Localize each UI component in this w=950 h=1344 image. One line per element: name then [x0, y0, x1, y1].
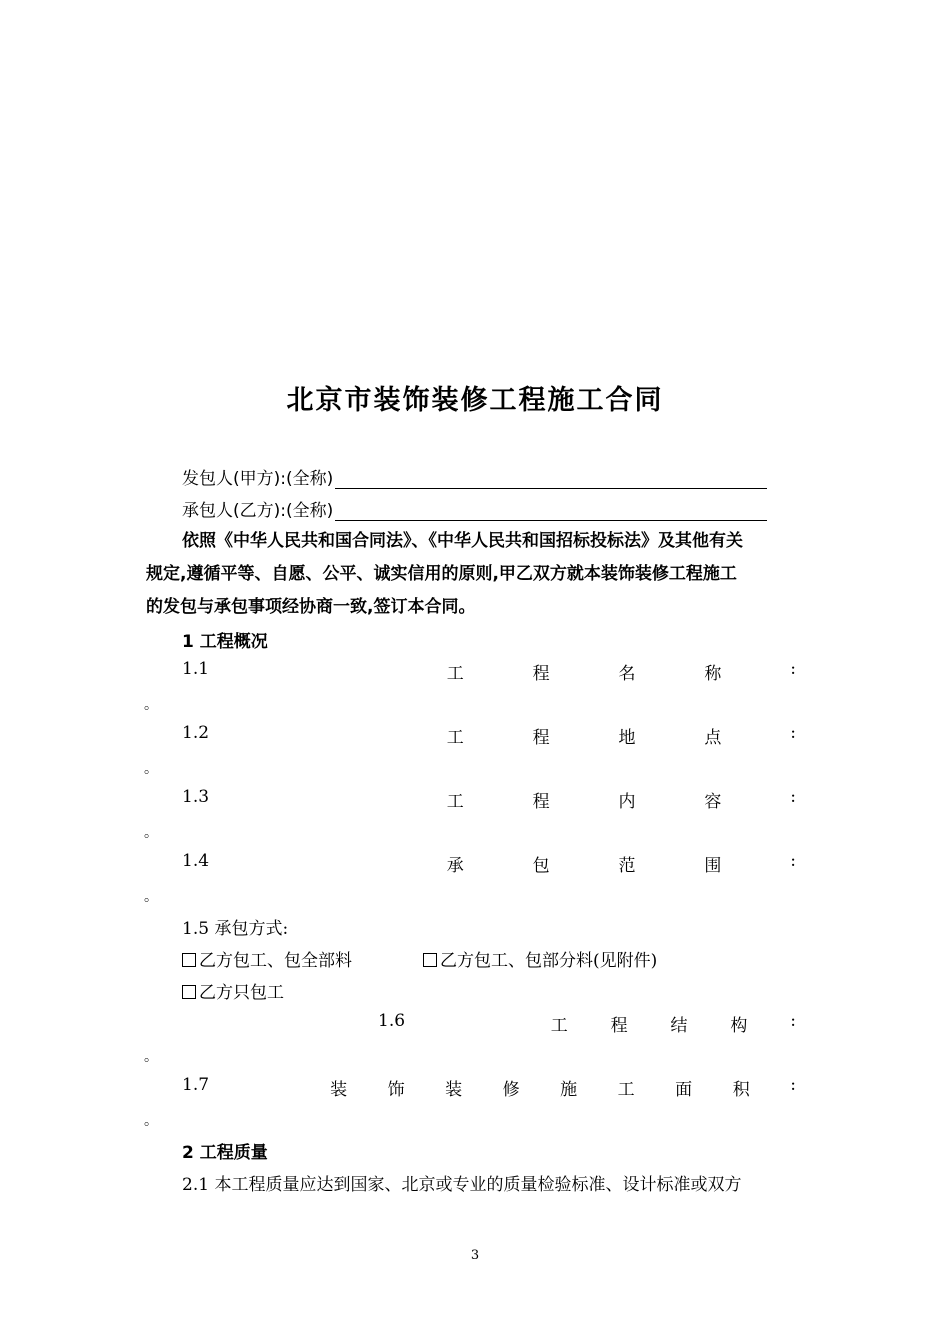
item-char: 工 [446, 792, 464, 812]
preamble-line-1: 依照《中华人民共和国合同法》、《中华人民共和国招标投标法》及其他有关 [182, 531, 743, 551]
item-char: 结 [670, 1016, 688, 1036]
preamble-paragraph [146, 525, 810, 624]
item-1-2-end: 。 [144, 761, 158, 777]
item-char: 容 [704, 792, 722, 812]
page-number: 3 [470, 1248, 480, 1263]
option-1-label: 乙方包工、包全部料 [199, 951, 352, 971]
item-1-3-end: 。 [144, 825, 158, 841]
party-b-line [182, 496, 950, 521]
item-colon: : [790, 1075, 796, 1095]
item-colon: : [790, 1011, 796, 1031]
item-num: 1.6 [378, 1011, 406, 1031]
item-char: 程 [610, 1016, 628, 1036]
item-num: 1.7 [182, 1075, 210, 1095]
party-a-line [182, 464, 950, 489]
page-title: 北京市装饰装修工程施工合同 [286, 385, 664, 416]
item-1-7-end: 。 [144, 1113, 158, 1129]
preamble-line-2: 规定,遵循平等、自愿、公平、诚实信用的原则,甲乙双方就本装饰装修工程施工 [146, 564, 737, 584]
section-2-line-1: 2.1 本工程质量应达到国家、北京或专业的质量检验标准、设计标准或双方 [182, 1175, 742, 1195]
item-char: 点 [704, 728, 722, 748]
item-char: 地 [618, 728, 636, 748]
option-3[interactable] [182, 978, 284, 1003]
item-char: 饰 [387, 1080, 405, 1100]
item-char: 围 [704, 856, 722, 876]
item-colon: : [790, 851, 796, 871]
item-num: 1.3 [182, 787, 210, 807]
item-1-4 [182, 851, 796, 876]
item-char: 工 [446, 728, 464, 748]
item-char: 内 [618, 792, 636, 812]
party-a-blank[interactable] [335, 468, 767, 489]
option-2-label: 乙方包工、包部分料(见附件) [440, 951, 658, 971]
item-colon: : [790, 787, 796, 807]
party-b-label: 承包人(乙方):(全称) [182, 501, 334, 521]
item-char: 名 [618, 664, 636, 684]
checkbox-icon[interactable] [182, 953, 196, 967]
item-char: 构 [730, 1016, 748, 1036]
item-1-2 [182, 723, 796, 748]
item-1-1 [182, 659, 796, 684]
item-char: 程 [532, 728, 550, 748]
item-char: 范 [618, 856, 636, 876]
item-num: 1.4 [182, 851, 210, 871]
section-1-heading: 1 工程概况 [182, 632, 268, 652]
preamble-line-3: 的发包与承包事项经协商一致,签订本合同。 [146, 597, 476, 617]
item-char: 工 [617, 1080, 635, 1100]
item-1-6-end: 。 [144, 1049, 158, 1065]
item-1-7 [182, 1075, 796, 1100]
item-char: 装 [445, 1080, 463, 1100]
party-b-blank[interactable] [335, 500, 767, 521]
item-colon: : [790, 659, 796, 679]
item-char: 装 [330, 1080, 348, 1100]
item-colon: : [790, 723, 796, 743]
item-char: 称 [704, 664, 722, 684]
checkbox-icon[interactable] [423, 953, 437, 967]
item-char: 承 [446, 856, 464, 876]
option-1[interactable] [182, 946, 352, 971]
item-num: 1.2 [182, 723, 210, 743]
option-3-label: 乙方只包工 [199, 983, 284, 1003]
item-1-4-end: 。 [144, 889, 158, 905]
item-1-3 [182, 787, 796, 812]
item-1-1-end: 。 [144, 697, 158, 713]
item-char: 修 [502, 1080, 520, 1100]
item-char: 程 [532, 792, 550, 812]
party-a-label: 发包人(甲方):(全称) [182, 469, 334, 489]
item-1-6 [378, 1011, 796, 1036]
item-char: 施 [560, 1080, 578, 1100]
item-char: 积 [732, 1080, 750, 1100]
checkbox-icon[interactable] [182, 985, 196, 999]
item-char: 工 [446, 664, 464, 684]
item-char: 程 [532, 664, 550, 684]
option-2[interactable] [423, 946, 657, 971]
item-num: 1.1 [182, 659, 210, 679]
item-1-5-label: 1.5 承包方式: [182, 919, 289, 939]
item-char: 工 [550, 1016, 568, 1036]
item-char: 面 [675, 1080, 693, 1100]
section-2-heading: 2 工程质量 [182, 1143, 268, 1163]
item-char: 包 [532, 856, 550, 876]
